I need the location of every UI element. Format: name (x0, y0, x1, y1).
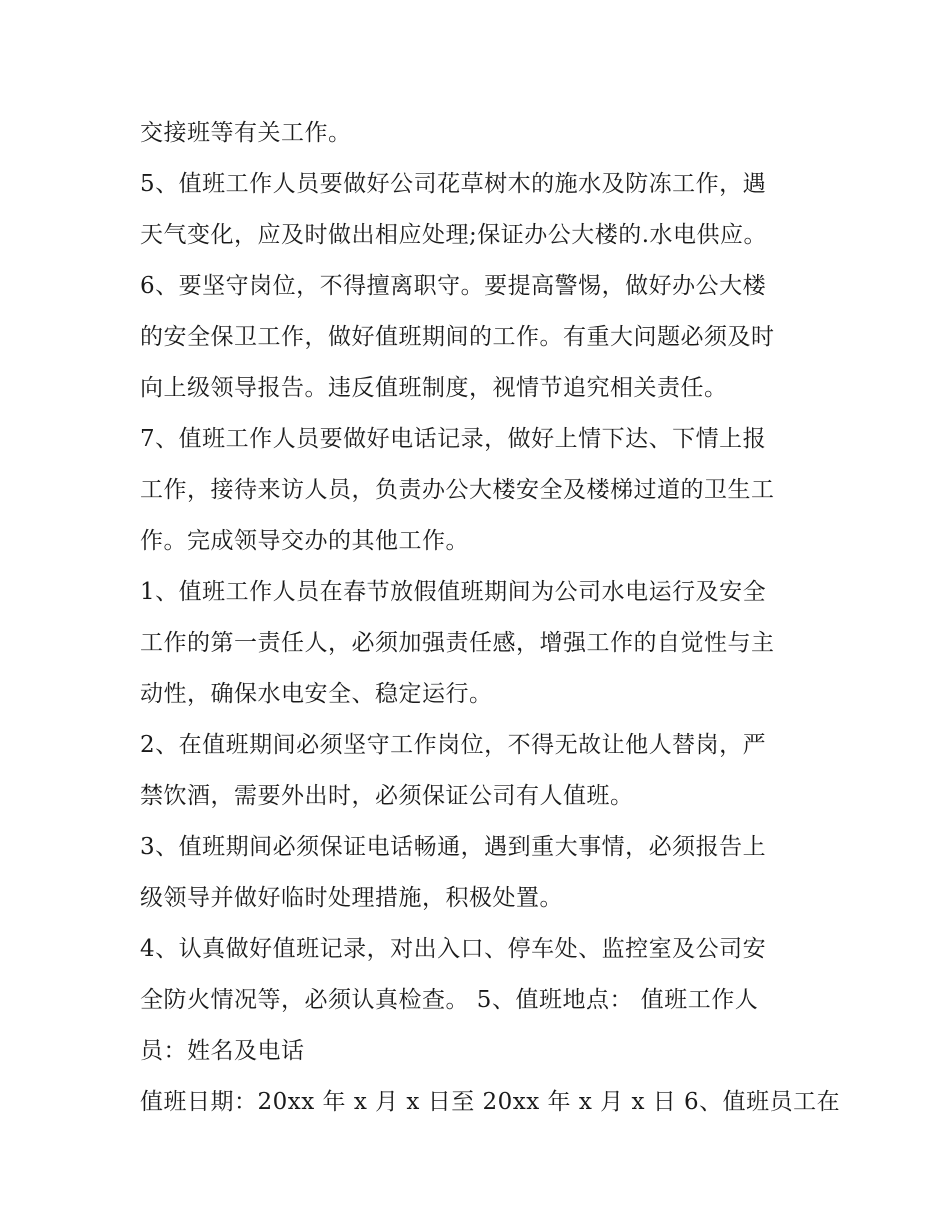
text-line: 作。完成领导交办的其他工作。 (140, 528, 469, 554)
text-line: 禁饮酒，需要外出时，必须保证公司有人值班。 (140, 783, 634, 809)
text-line: 天气变化，应及时做出相应处理;保证办公大楼的.水电供应。 (140, 222, 768, 248)
text-line: 员：姓名及电话 (140, 1038, 305, 1064)
text-line: 值班日期：20xx 年 x 月 x 日至 20xx 年 x 月 x 日 6、值班员工在 (140, 1089, 841, 1115)
text-line: 工作，接待来访人员，负责办公大楼安全及楼梯过道的卫生工 (140, 477, 775, 503)
text-line: 1、值班工作人员在春节放假值班期间为公司水电运行及安全 (140, 579, 767, 605)
text-line: 全防火情况等，必须认真检查。 5、值班地点： 值班工作人 (140, 987, 759, 1013)
text-line: 4、认真做好值班记录，对出入口、停车处、监控室及公司安 (140, 936, 767, 962)
text-line: 交接班等有关工作。 (140, 120, 352, 146)
text-line: 2、在值班期间必须坚守工作岗位，不得无故让他人替岗，严 (140, 732, 767, 758)
text-line: 级领导并做好临时处理措施，积极处置。 (140, 885, 563, 911)
text-line: 动性，确保水电安全、稳定运行。 (140, 681, 493, 707)
text-line: 7、值班工作人员要做好电话记录，做好上情下达、下情上报 (140, 426, 767, 452)
text-line: 的安全保卫工作，做好值班期间的工作。有重大问题必须及时 (140, 324, 775, 350)
text-line: 5、值班工作人员要做好公司花草树木的施水及防冻工作，遇 (140, 171, 767, 197)
text-line: 6、要坚守岗位，不得擅离职守。要提高警惕，做好办公大楼 (140, 273, 767, 299)
document-body (140, 108, 841, 1128)
text-line: 向上级领导报告。违反值班制度，视情节追究相关责任。 (140, 375, 728, 401)
text-line: 工作的第一责任人，必须加强责任感，增强工作的自觉性与主 (140, 630, 775, 656)
text-line: 3、值班期间必须保证电话畅通，遇到重大事情，必须报告上 (140, 834, 767, 860)
